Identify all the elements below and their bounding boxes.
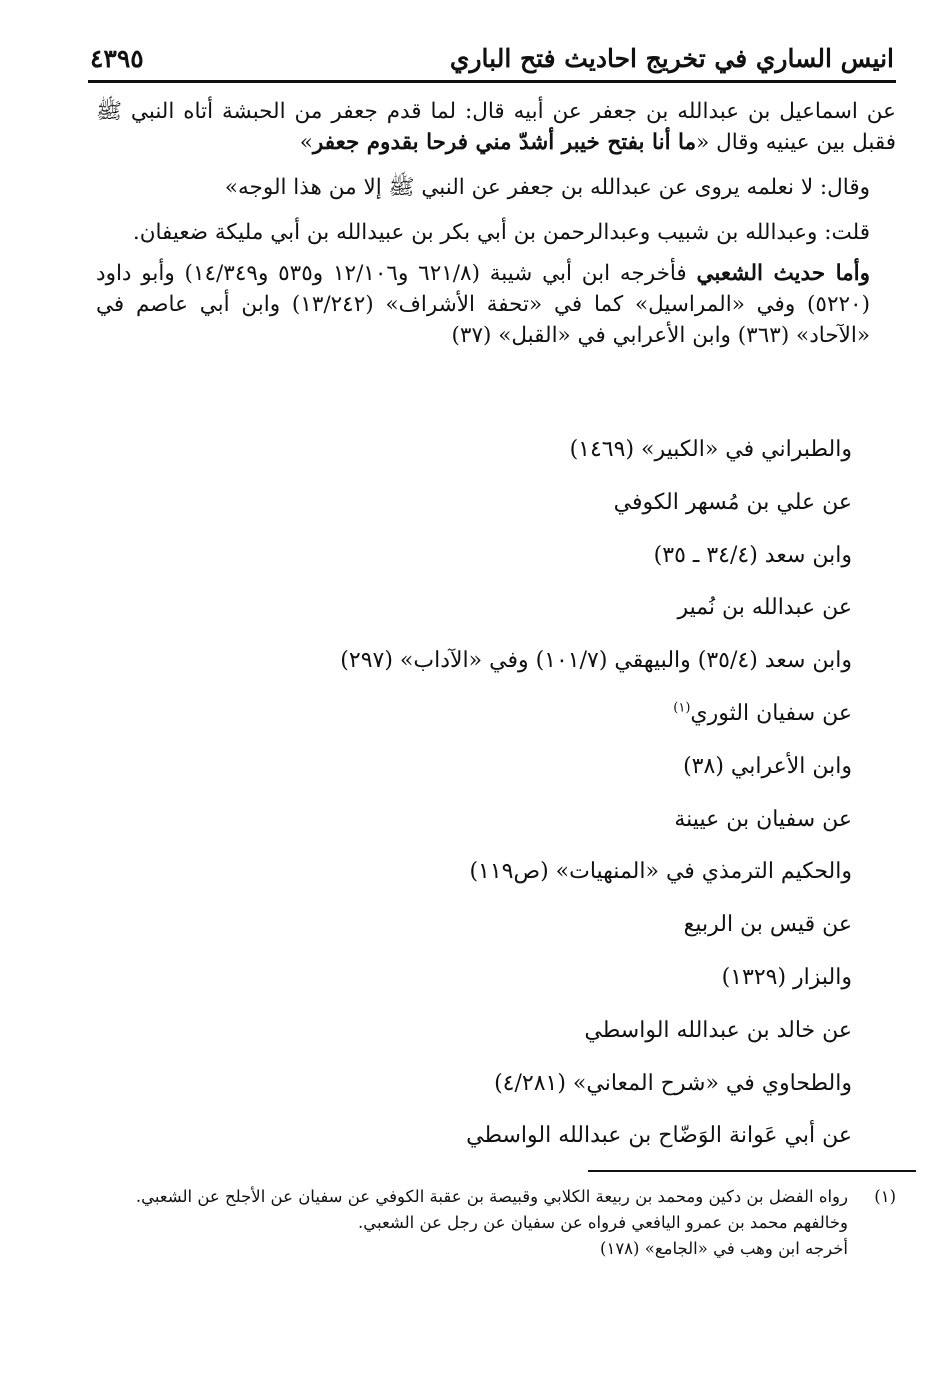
hadith-quote: ما أنا بفتح خيبر أشدّ مني فرحا بقدوم جعفر xyxy=(312,130,697,155)
list-item: وابن الأعرابي (٣٨) xyxy=(683,753,852,779)
footnote-marker[interactable]: (١) xyxy=(673,700,691,716)
footnote-number: (١) xyxy=(874,1187,896,1206)
main-text xyxy=(96,96,896,365)
hadith-intro: عن اسماعيل بن عبدالله بن جعفر عن أبيه قال: لما قدم جعفر من الحبشة أتاه النبي ﷺ فقبل بين عينيه وقال « xyxy=(96,99,896,155)
shabi-text: فأخرجه ابن أبي شيبة (٦٢١/٨ و١٢/١٠٦ و٥٣٥ و١٤/٣٤٩) وأبو داود (٥٢٢٠) وفي «المراسيل» كما في «تحفة الأشراف» (١٣/٢٤٢) وابن أبي عاصم في «الآحاد» (٣٦٣) وابن الأعرابي في «القبل» (٣٧) xyxy=(96,261,870,348)
paragraph-hadith xyxy=(96,96,896,158)
list-item: والبزار (١٣٢٩) xyxy=(721,964,852,990)
paragraph-note: قلت: وعبدالله بن شبيب وعبدالرحمن بن أبي بكر بن عبيدالله بن أبي مليكة ضعيفان. xyxy=(132,220,870,245)
footnotes xyxy=(86,1184,896,1262)
list-item: عن علي بن مُسهر الكوفي xyxy=(613,489,852,515)
list-item: عن عبدالله بن نُمير xyxy=(677,595,852,621)
list-item: عن أبي عَوانة الوَضّاح بن عبدالله الواسطي xyxy=(466,1123,852,1149)
list-item: وابن سعد (٣٥/٤) والبيهقي (١٠١/٧) وفي «الآداب» (٢٩٧) xyxy=(340,648,852,674)
header-rule xyxy=(88,80,896,83)
list-item: وابن سعد (٣٤/٤ ـ ٣٥) xyxy=(653,542,852,568)
footnote-line: أخرجه ابن وهب في «الجامع» (١٧٨) xyxy=(600,1239,848,1258)
list-item: والطحاوي في «شرح المعاني» (٤/٢٨١) xyxy=(494,1070,852,1096)
footnote-line: رواه الفضل بن دكين ومحمد بن ربيعة الكلابي وقبيصة بن عقبة الكوفي عن سفيان عن الأجلح عن الشعبي. xyxy=(135,1187,848,1206)
list-item: والطبراني في «الكبير» (١٤٦٩) xyxy=(569,437,852,462)
footnote-rule xyxy=(588,1170,916,1172)
page-number: ٤٣٩٥ xyxy=(90,44,144,73)
list-item: عن قيس بن الربيع xyxy=(683,912,852,938)
paragraph-bazzar-comment: وقال: لا نعلمه يروى عن عبدالله بن جعفر عن النبي ﷺ إلا من هذا الوجه» xyxy=(224,175,870,200)
footnote-line: وخالفهم محمد بن عمرو اليافعي فرواه عن سفيان عن رجل عن الشعبي. xyxy=(358,1213,848,1232)
footnote-body xyxy=(86,1184,848,1262)
page-header xyxy=(88,40,896,82)
shabi-heading: وأما حديث الشعبي xyxy=(696,261,870,286)
list-item-text: عن سفيان الثوري xyxy=(690,700,852,726)
list-item-with-footnote xyxy=(112,696,852,749)
running-title: انيس الساري في تخريج احاديث فتح الباري xyxy=(449,44,894,73)
paragraph-shabi xyxy=(96,258,896,351)
list-item: والحكيم الترمذي في «المنهيات» (ص١١٩) xyxy=(469,859,852,885)
isnad-list xyxy=(112,432,852,1171)
hadith-quote-close: » xyxy=(299,130,313,155)
list-item: عن سفيان بن عيينة xyxy=(674,806,852,832)
list-item: عن خالد بن عبدالله الواسطي xyxy=(584,1017,852,1043)
